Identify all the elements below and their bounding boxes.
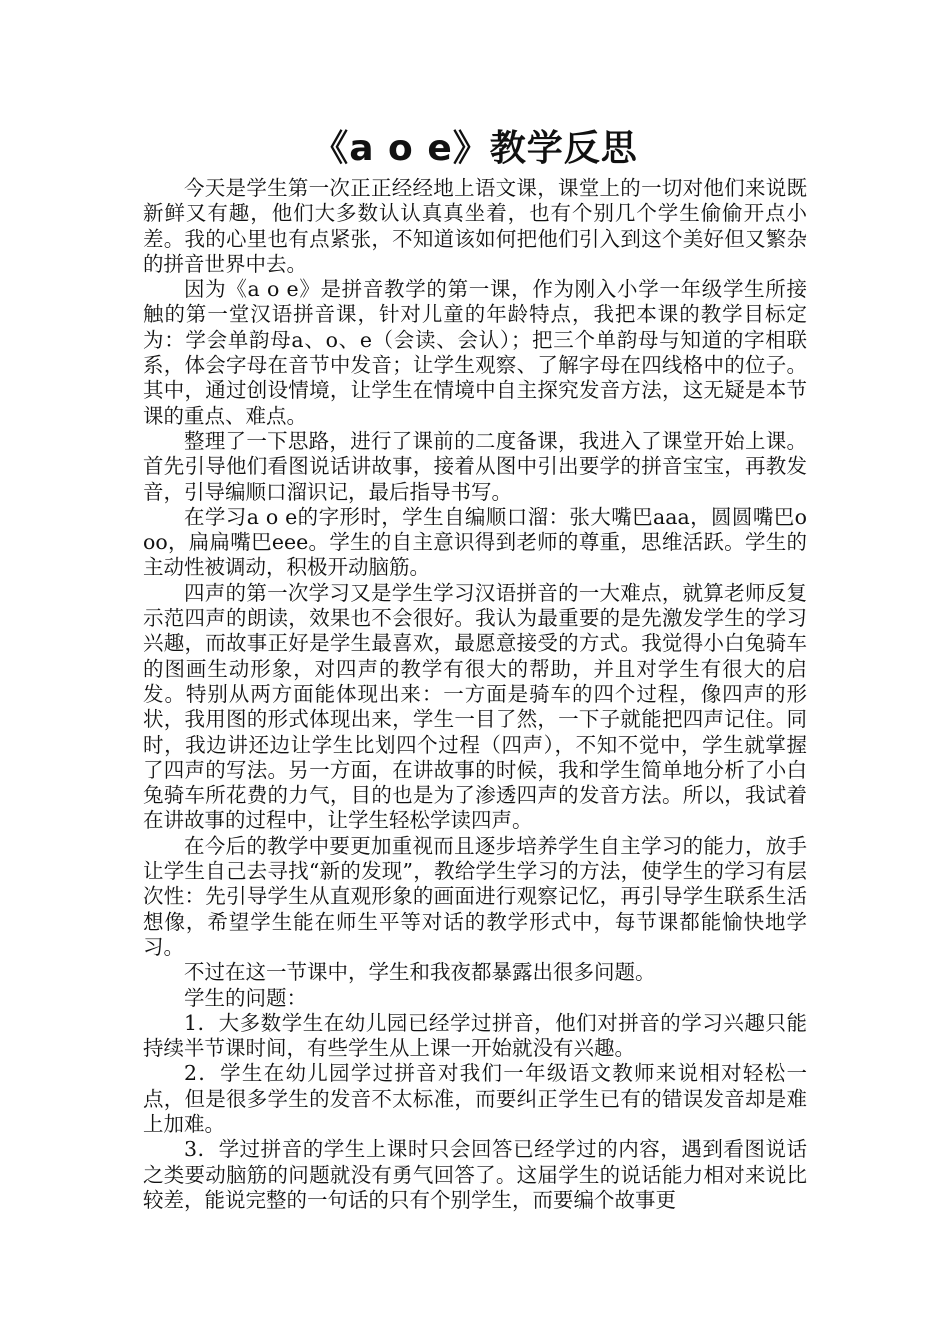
paragraph-four-tones: 四声的第一次学习又是学生学习汉语拼音的一大难点，就算老师反复示范四声的朗读，效果也不会很好。我认为最重要的是先激发学生的学习兴趣，而故事正好是学生最喜欢，最愿意接受的方式。我觉得小白兔骑车的图画生动形象，对四声的教学有很大的帮助，并且对学生有很大的启发。特别从两方面能体现出来：一方面是骑车的四个过程，像四声的形状，我用图的形式体现出来，学生一目了然，一下子就能把四声记住。同时，我边讲还边让学生比划四个过程（四声），不知不觉中，学生就掌握了四声的写法。另一方面，在讲故事的时候，我和学生简单地分析了小白兔骑车所花费的力气，目的也是为了渗透四声的发音方法。所以，我试着在讲故事的过程中，让学生轻松学读四声。 [143, 580, 807, 833]
paragraph-teaching-goals: 因为《a o e》是拼音教学的第一课，作为刚入小学一年级学生所接触的第一堂汉语拼音课，针对儿童的年龄特点，我把本课的教学目标定为：学会单韵母a、o、e（会读、会认）；把三个单韵母与知道的字相联系，体会字母在音节中发音；让学生观察、了解字母在四线格中的位子。其中，通过创设情境，让学生在情境中自主探究发音方法，这无疑是本节课的重点、难点。 [143, 277, 807, 428]
paragraph-lesson-flow: 整理了一下思路，进行了课前的二度备课，我进入了课堂开始上课。首先引导他们看图说话讲故事，接着从图中引出要学的拼音宝宝，再教发音，引导编顺口溜识记，最后指导书写。 [143, 428, 807, 504]
document-page [143, 126, 807, 1213]
paragraph-future-teaching: 在今后的教学中要更加重视而且逐步培养学生自主学习的能力，放手让学生自己去寻找“新的发现”，教给学生学习的方法，使学生的学习有层次性：先引导学生从直观形象的画面进行观察记忆，再引导学生联系生活想像，希望学生能在师生平等对话的教学形式中，每节课都能愉快地学习。 [143, 833, 807, 959]
document-title: 《a o e》教学反思 [312, 128, 638, 169]
paragraph-intro: 今天是学生第一次正正经经地上语文课，课堂上的一切对他们来说既新鲜又有趣，他们大多数认认真真坐着，也有个别几个学生偷偷开点小差。我的心里也有点紧张，不知道该如何把他们引入到这个美好但又繁杂的拼音世界中去。 [143, 176, 807, 276]
list-item-problem-2: 2．学生在幼儿园学过拼音对我们一年级语文教师来说相对轻松一点，但是很多学生的发音不太标准，而要纠正学生已有的错误发音却是难上加难。 [143, 1061, 807, 1136]
paragraph-student-problems-heading: 学生的问题： [184, 985, 307, 1010]
paragraph-problems-intro: 不过在这一节课中，学生和我夜都暴露出很多问题。 [184, 960, 656, 985]
list-item-problem-1: 1．大多数学生在幼儿园已经学过拼音，他们对拼音的学习兴趣只能持续半节课时间，有些学生从上课一开始就没有兴趣。 [143, 1010, 807, 1061]
paragraph-rhyme: 在学习a o e的字形时，学生自编顺口溜：张大嘴巴aaa，圆圆嘴巴ooo，扁扁嘴巴eee。学生的自主意识得到老师的尊重，思维活跃。学生的主动性被调动，积极开动脑筋。 [143, 504, 807, 580]
list-item-problem-3: 3．学过拼音的学生上课时只会回答已经学过的内容，遇到看图说话之类要动脑筋的问题就没有勇气回答了。这届学生的说话能力相对来说比较差，能说完整的一句话的只有个别学生，而要编个故事更 [143, 1137, 807, 1212]
